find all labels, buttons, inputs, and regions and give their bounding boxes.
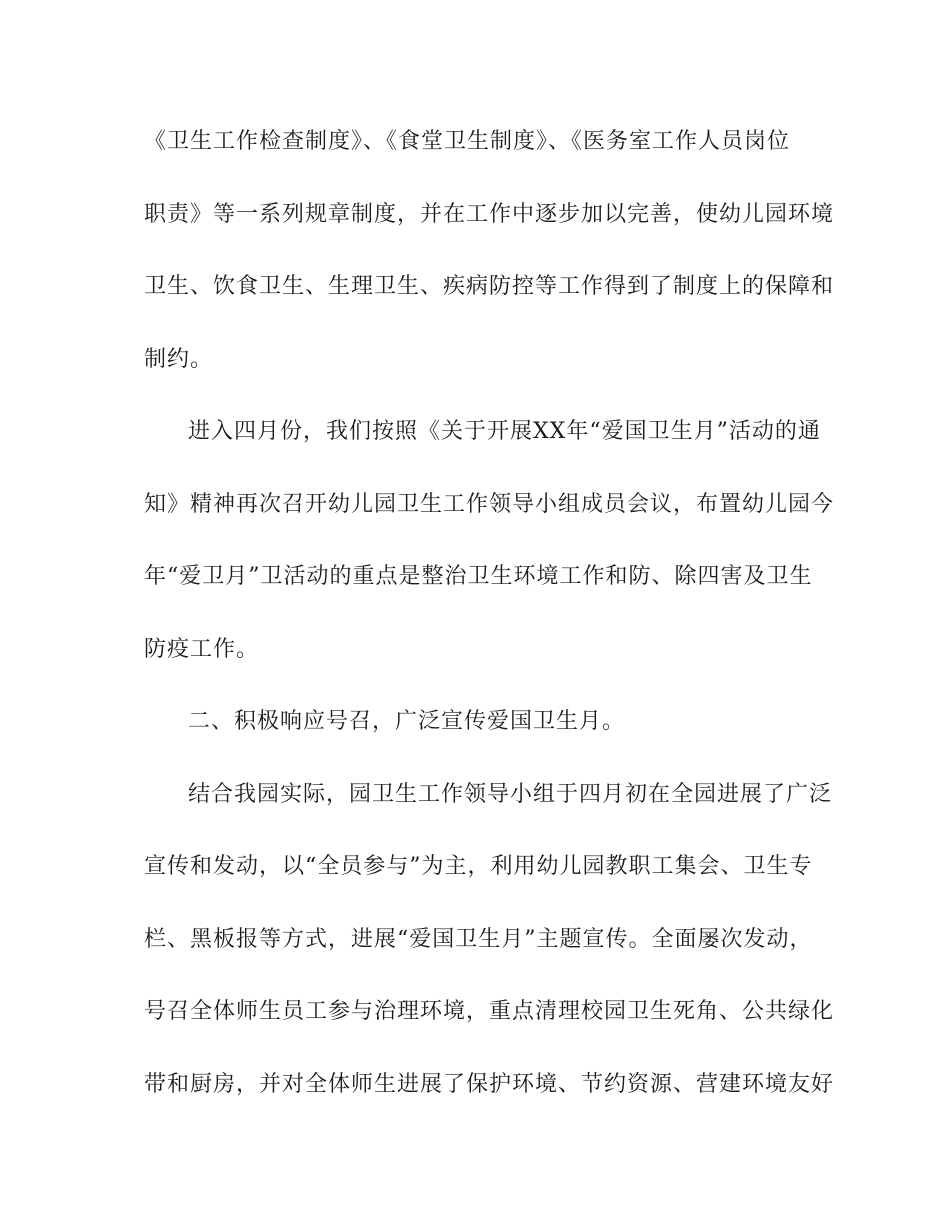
text-line: 知》精神再次召开幼儿园卫生工作领导小组成员会议，布置幼儿园今 bbox=[144, 492, 835, 517]
text-line: 防疫工作。 bbox=[144, 637, 260, 662]
text-line: 号召全体师生员工参与治理环境，重点清理校园卫生死角、公共绿化 bbox=[144, 999, 835, 1024]
text-line: 《卫生工作检查制度》、《食堂卫生制度》、《医务室工作人员岗位 bbox=[144, 129, 791, 154]
text-line: 制约。 bbox=[144, 347, 214, 372]
section-heading: 二、积极响应号召，广泛宣传爱国卫生月。 bbox=[188, 709, 626, 734]
text-line: 进入四月份，我们按照《关于开展XX年“爱国卫生月”活动的通 bbox=[188, 419, 821, 444]
text-line: 栏、黑板报等方式，进展“爱国卫生月”主题宣传。全面屡次发动， bbox=[144, 927, 813, 952]
text-line: 卫生、饮食卫生、生理卫生、疾病防控等工作得到了制度上的保障和 bbox=[144, 274, 835, 299]
text-line: 职责》等一系列规章制度，并在工作中逐步加以完善，使幼儿园环境 bbox=[144, 202, 835, 227]
text-line: 带和厨房，并对全体师生进展了保护环境、节约资源、营建环境友好 bbox=[144, 1072, 835, 1097]
text-line: 结合我园实际，园卫生工作领导小组于四月初在全园进展了广泛 bbox=[188, 782, 833, 807]
text-line: 年“爱卫月”卫活动的重点是整治卫生环境工作和防、除四害及卫生 bbox=[144, 564, 813, 589]
text-line: 宣传和发动，以“全员参与”为主，利用幼儿园教职工集会、卫生专 bbox=[144, 854, 813, 879]
